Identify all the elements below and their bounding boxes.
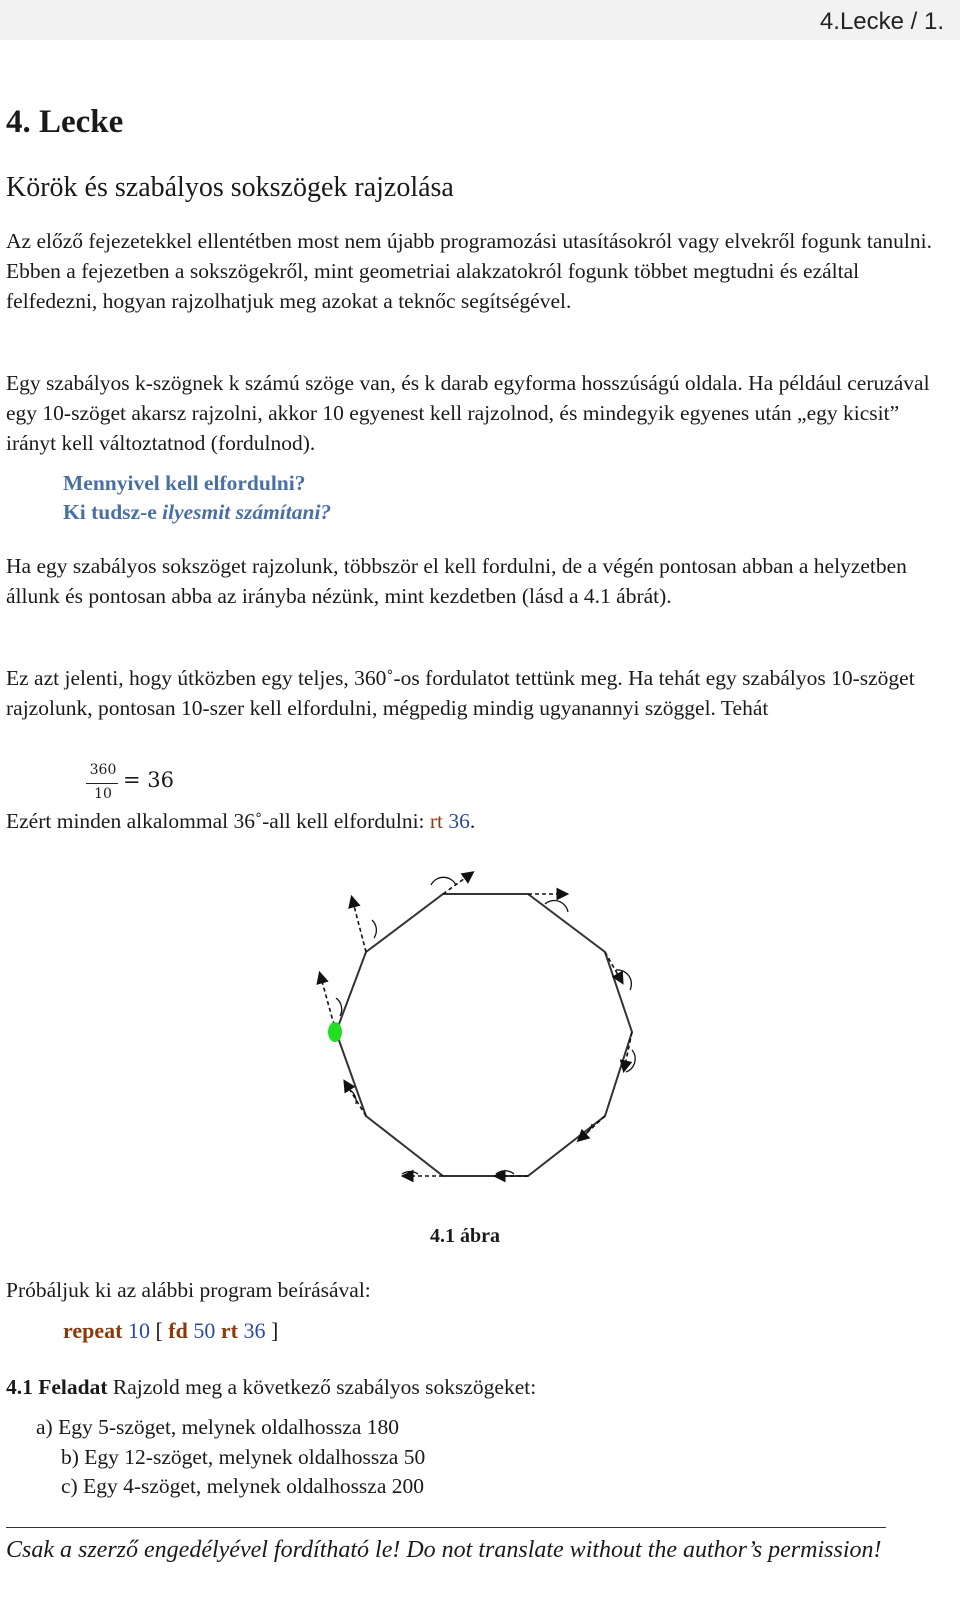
polygon-paragraph: Egy szabályos k-szögnek k számú szöge van, és k darab egyforma hosszúságú oldala. Ha például ceruzával egy 10-szöget akarsz rajzolni, akkor 10 egyenest kell rajzolnod, és mindegyik egyenes után „egy kicsit” irányt kell változtatnod (fordulnod). <box>6 371 930 455</box>
task-item-b: b) Egy 12-szöget, melynek oldalhossza 50 <box>61 1445 426 1469</box>
fraction-denominator: 10 <box>94 786 112 802</box>
try-text: Próbáljuk ki az alábbi program beírásával: <box>6 1278 371 1302</box>
lesson-title: 4. Lecke <box>6 104 124 140</box>
lesson-subtitle: Körök és szabályos sokszögek rajzolása <box>6 172 454 203</box>
full-turn-paragraph: Ez azt jelenti, hogy útközben egy teljes, 360˚-os fordulatot tettünk meg. Ha tehát egy szabályos 10-szöget rajzolunk, pontosan 10-szer kell elfordulni, mégpedig mindig ugyanannyi szöggel. Tehát <box>6 666 915 720</box>
fraction-numerator: 360 <box>89 762 117 778</box>
footer-divider <box>6 1527 886 1528</box>
angle-arcs <box>336 877 635 1174</box>
decagon-sides <box>336 894 632 1176</box>
code-example: repeat 10 [ fd 50 rt 36 ] <box>63 1318 279 1343</box>
task-heading: 4.1 Feladat Rajzold meg a következő szabályos sokszögeket: <box>6 1375 537 1399</box>
question-1: Mennyivel kell elfordulni? <box>63 471 306 495</box>
figure-caption: 4.1 ábra <box>430 1225 500 1247</box>
conclusion-line: Ezért minden alkalommal 36˚-all kell elfordulni: rt 36. <box>6 809 476 833</box>
turtle-marker <box>328 1022 342 1042</box>
footer-notice: Csak a szerző engedélyével fordítható le! Do not translate without the author’s permission! <box>6 1537 882 1563</box>
fraction-bar <box>86 783 118 784</box>
turn-paragraph: Ha egy szabályos sokszöget rajzolunk, többször el kell fordulni, de a végén pontosan abban a helyzetben állunk és pontosan abba az irányba nézünk, mint kezdetben (lásd a 4.1 ábrát). <box>6 554 907 608</box>
intro-paragraph: Az előző fejezetekkel ellentétben most nem újabb programozási utasításokról vagy elvekről fogunk tanulni. Ebben a fejezetben a sokszögekről, mint geometriai alakzatokról fogunk többet megtudni és ezáltal felfedezni, hogyan rajzolhatjuk meg azokat a teknőc segítségével. <box>6 229 932 313</box>
question-2: Ki tudsz-e ilyesmit számítani? <box>63 500 332 524</box>
task-item-c: c) Egy 4-szöget, melynek oldalhossza 200 <box>61 1474 425 1498</box>
task-item-a: a) Egy 5-szöget, melynek oldalhossza 180 <box>36 1415 400 1439</box>
decagon-figure <box>300 856 660 1196</box>
page-header <box>0 0 960 40</box>
formula-result: = 36 <box>123 768 174 792</box>
page-number: 4.Lecke / 1. <box>819 8 944 35</box>
